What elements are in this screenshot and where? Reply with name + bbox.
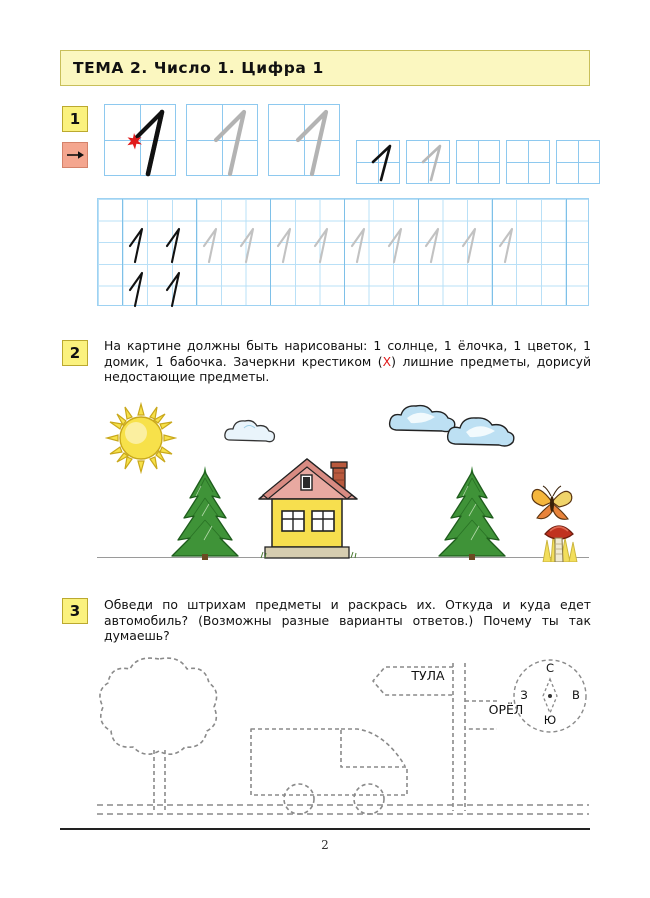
fir-tree-icon-1 <box>160 464 250 560</box>
exercise-3-instructions: Обведи по штрихам предметы и раскрась их. Откуда и куда едет автомобиль? (Возможны разные варианты ответов.) Почему ты так думаешь? <box>104 597 591 644</box>
exercise-2-text-before: На картине должны быть нарисованы: 1 солнце, 1 ёлочка, 1 цветок, 1 домик, 1 бабочка. Зачеркни крестиком ( <box>104 338 591 369</box>
digit-one-solid-medium-1 <box>356 140 400 184</box>
exercise-badge-3 <box>62 598 88 624</box>
exercise-badge-1 <box>62 106 88 132</box>
trace-box-medium-3[interactable] <box>456 140 500 184</box>
page-number: 2 <box>321 838 329 852</box>
road-trace-lines <box>97 801 589 817</box>
digit-one-traced-large-2 <box>186 104 258 176</box>
trace-box-medium-5[interactable] <box>556 140 600 184</box>
road-sign-label-tula: ТУЛА <box>411 668 445 683</box>
digit-one-traced-large-3 <box>268 104 340 176</box>
footer-divider <box>60 828 590 830</box>
right-arrow-icon <box>66 149 84 161</box>
exercise-badge-2 <box>62 340 88 366</box>
exercise-badge-1-label: 1 <box>69 110 81 128</box>
compass-south-label: Ю <box>543 713 557 727</box>
house-icon <box>255 453 363 560</box>
fir-tree-icon-2 <box>427 464 517 560</box>
trace-box-medium-4[interactable] <box>506 140 550 184</box>
exercise-2-picture <box>97 398 589 568</box>
right-arrow-badge <box>62 142 88 168</box>
compass-north-label: С <box>545 661 555 675</box>
exercise-2-text-after: ) лишние предметы, дорисуй недостающие предметы. <box>104 353 591 385</box>
mushroom-icon <box>539 518 579 562</box>
road-sign-label-oryol: ОРЁЛ <box>488 702 524 717</box>
practice-digits <box>97 198 589 306</box>
butterfly-icon <box>529 482 575 522</box>
compass-west-label: З <box>520 688 528 702</box>
start-point-star-icon <box>104 104 176 176</box>
exercise-3-picture[interactable] <box>97 655 589 815</box>
exercise-2-cross-mark: X <box>382 353 392 369</box>
cloud-icon-3 <box>445 414 517 450</box>
exercise-badge-3-label: 3 <box>69 602 81 620</box>
page-title: ТЕМА 2. Число 1. Цифра 1 <box>73 59 324 77</box>
exercise-2-instructions <box>104 338 591 385</box>
compass-east-label: В <box>572 688 580 702</box>
exercise-badge-2-label: 2 <box>69 344 81 362</box>
digit-one-traced-medium-2 <box>406 140 450 184</box>
cloud-icon-1 <box>222 416 280 446</box>
tree-trace-outline[interactable] <box>97 655 227 815</box>
topic-title-banner <box>60 50 590 86</box>
